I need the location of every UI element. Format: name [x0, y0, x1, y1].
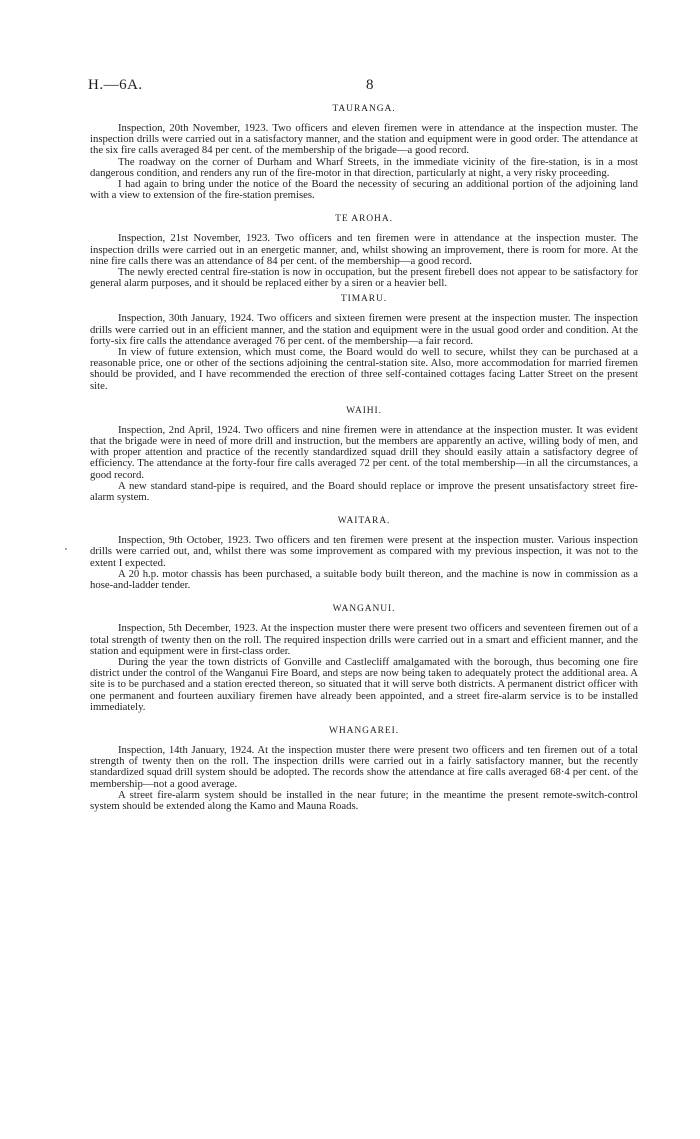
paragraph: I had again to bring under the notice of the Board the necessity of securing an additional portion of the adjoining land with a view to extension of the fire-station premises. — [90, 178, 638, 202]
paragraph: Inspection, 20th November, 1923. Two officers and eleven firemen were in attendance at the inspection muster. The inspection drills were carried out in a satisfactory manner, and the station and equipment were in good order. The attendance at the six fire calls averaged 84 per cent. of the membership of the brigade—a good record. — [90, 122, 638, 157]
paragraph: Inspection, 9th October, 1923. Two officers and ten firemen were present at the inspection muster. Various inspection drills were carried out, and, whilst there was some improvement as compared with my previous inspection, it was not to the extent I expected. — [90, 534, 638, 569]
paragraph: Inspection, 5th December, 1923. At the inspection muster there were present two officers and seventeen firemen out of a total strength of twenty then on the roll. The required inspection drills were carried out in a smart and efficient manner, and the station and equipment were in first-class order. — [90, 622, 638, 657]
paragraph: A 20 h.p. motor chassis has been purchased, a suitable body built thereon, and the machine is now in commission as a hose-and-ladder tender. — [90, 567, 638, 592]
section-heading: WAITARA. — [337, 516, 391, 527]
section-heading: WANGANUI. — [332, 604, 396, 615]
section-wanganui — [90, 604, 638, 713]
section-te-aroha — [90, 214, 638, 289]
margin-mark — [65, 548, 67, 550]
section-heading: TE AROHA. — [335, 214, 393, 225]
paragraph: The newly erected central fire-station is now in occupation, but the present firebell does not appear to be satisfactory for general alarm purposes, and it should be replaced either by a siren or a heavier bell. — [90, 266, 638, 290]
section-heading: WAIHI. — [346, 405, 382, 416]
paragraph: Inspection, 14th January, 1924. At the inspection muster there were present two officers and ten firemen out of a total strength of twenty then on the roll. The inspection drills were carried out in a fairly satisfactory manner, but the recently standardized squad drill system should be adopted. The records show the attendance at fire calls averaged 68·4 per cent. of the membership—not a good average. — [90, 743, 638, 790]
paragraph: The roadway on the corner of Durham and Wharf Streets, in the immediate vicinity of the fire-station, is in a most dangerous condition, and renders any run of the fire-motor in that direction, particularly at night, a very risky proceeding. — [90, 155, 638, 179]
document-reference: H.—6A. — [88, 77, 143, 93]
report-body — [90, 104, 638, 812]
paragraph: Inspection, 2nd April, 1924. Two officers and nine firemen were in attendance at the inspection muster. It was evident that the brigade were in need of more drill and instruction, but the members are apparently an active, willing body of men, and with proper attention and practice of the recently standardized squad drill they should easily attain a satisfactory degree of efficiency. The attendance at the forty-four fire calls averaged 72 per cent. of the total membership—in all the circumstances, a good record. — [90, 423, 638, 481]
paragraph: A new standard stand-pipe is required, and the Board should replace or improve the present unsatisfactory street fire-alarm system. — [90, 479, 638, 504]
section-heading: WHANGAREI. — [329, 725, 399, 736]
section-tauranga — [90, 104, 638, 201]
section-timaru — [90, 294, 638, 391]
paragraph: During the year the town districts of Gonville and Castlecliff amalgamated with the borough, thus becoming one fire district under the control of the Wanganui Fire Board, and steps are now being taken to adequately protect the additional area. A site is to be purchased and a station erected thereon, so situated that it will serve both districts. A permanent district officer with one permanent and fourteen auxiliary firemen have already been appointed, and a street fire-alarm service is to be installed immediately. — [90, 655, 638, 713]
paragraph: Inspection, 21st November, 1923. Two officers and ten firemen were in attendance at the inspection muster. The inspection drills were carried out in an energetic manner, and, whilst showing an improvement, there is room for more. At the nine fire calls there was an attendance of 84 per cent. of the membership—a good record. — [90, 232, 638, 267]
page-number: 8 — [366, 77, 374, 93]
paragraph: In view of future extension, which must come, the Board would do well to secure, whilst they can be purchased at a reasonable price, one or other of the sections adjoining the central-station site. Also, more accommodation for married firemen should be provided, and I have recommended the erection of three self-contained cottages facing Latter Street on the present site. — [90, 346, 638, 392]
section-whangarei — [90, 726, 638, 812]
section-heading: TAURANGA. — [332, 104, 396, 114]
paragraph: A street fire-alarm system should be installed in the near future; in the meantime the present remote-switch-control system should be extended along the Kamo and Mauna Roads. — [90, 788, 638, 812]
paragraph: Inspection, 30th January, 1924. Two officers and sixteen firemen were present at the inspection muster. The inspection drills were carried out in an efficient manner, and the station and equipment were in the usual good order and condition. At the forty-six fire calls the attendance averaged 76 per cent. of the membership—a fair record. — [90, 312, 638, 347]
section-waihi — [90, 406, 638, 503]
section-waitara — [90, 516, 638, 591]
section-heading: TIMARU. — [340, 294, 388, 305]
